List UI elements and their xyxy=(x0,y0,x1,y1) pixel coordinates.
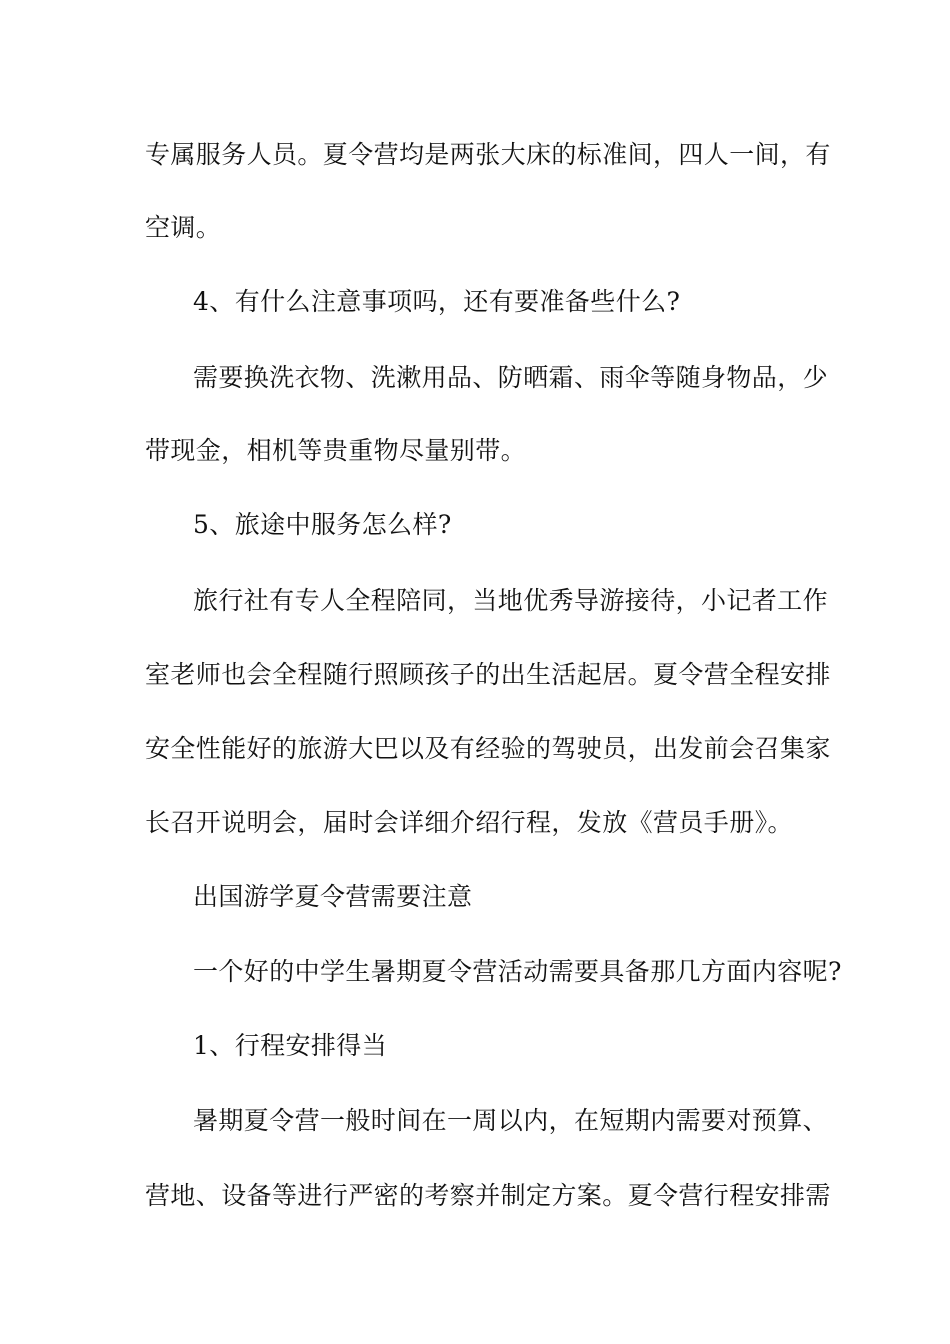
question-heading: 5、旅途中服务怎么样? xyxy=(193,510,452,539)
text-line: 长召开说明会，届时会详细介绍行程，发放《营员手册》。 xyxy=(145,808,793,837)
text-line: 旅行社有专人全程陪同，当地优秀导游接待，小记者工作 xyxy=(193,586,829,615)
text-line: 带现金，相机等贵重物尽量别带。 xyxy=(145,436,527,465)
question-heading: 4、有什么注意事项吗，还有要准备些什么? xyxy=(193,287,681,316)
text-line: 暑期夏令营一般时间在一周以内，在短期内需要对预算、 xyxy=(193,1106,829,1135)
list-heading: 1、行程安排得当 xyxy=(193,1031,388,1060)
text-line: 空调。 xyxy=(145,213,222,242)
text-line: 室老师也会全程随行照顾孩子的出生活起居。夏令营全程安排 xyxy=(145,660,831,689)
text-line: 专属服务人员。夏令营均是两张大床的标准间，四人一间，有 xyxy=(145,140,831,169)
text-line: 营地、设备等进行严密的考察并制定方案。夏令营行程安排需 xyxy=(145,1181,831,1210)
section-heading: 出国游学夏令营需要注意 xyxy=(193,882,473,911)
text-line: 需要换洗衣物、洗漱用品、防晒霜、雨伞等随身物品，少 xyxy=(193,363,829,392)
text-line: 安全性能好的旅游大巴以及有经验的驾驶员，出发前会召集家 xyxy=(145,734,831,763)
text-line: 一个好的中学生暑期夏令营活动需要具备那几方面内容呢? xyxy=(193,957,842,986)
